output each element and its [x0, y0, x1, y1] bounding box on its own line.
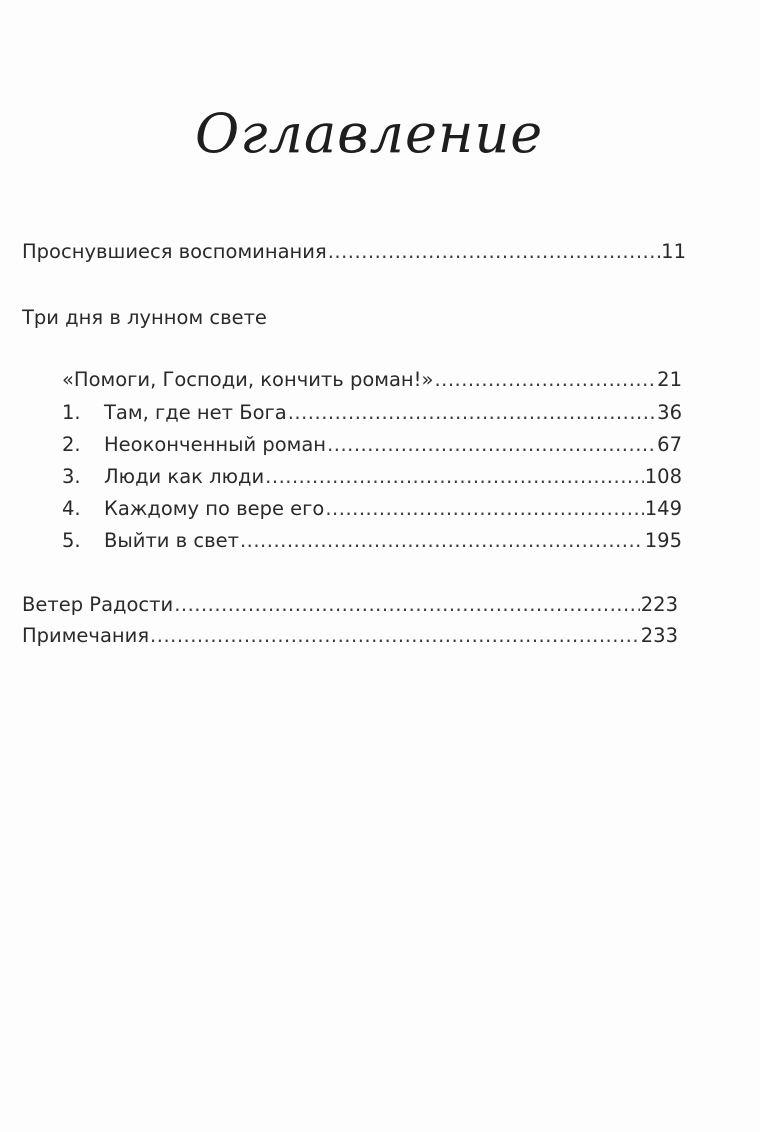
toc-entry[interactable]: [22, 592, 678, 618]
dot-leader: [327, 432, 656, 458]
chapter-number: 2.: [62, 433, 81, 456]
toc-entry[interactable]: [22, 239, 686, 265]
dot-leader: [325, 496, 643, 522]
dot-leader: [265, 464, 644, 490]
toc-entry[interactable]: [22, 623, 678, 649]
toc-entry[interactable]: [62, 528, 682, 554]
toc-entry-page: 233: [640, 624, 678, 647]
dot-leader: [434, 367, 656, 393]
toc-entry-label: Там, где нет Бога: [104, 401, 287, 424]
toc-entry-label: Каждому по вере его: [104, 497, 325, 520]
dot-leader: [240, 528, 644, 554]
toc-entry-page: 21: [657, 368, 682, 391]
dot-leader: [328, 239, 660, 265]
toc-entry-page: 223: [640, 593, 678, 616]
toc-entry[interactable]: [62, 367, 682, 393]
chapter-number: 3.: [62, 465, 81, 488]
section-heading: Три дня в лунном свете: [22, 306, 267, 329]
toc-entry[interactable]: [62, 400, 682, 426]
toc-entry[interactable]: [62, 496, 682, 522]
toc-entry-label: Выйти в свет: [104, 529, 239, 552]
toc-entry-label: Люди как люди: [104, 465, 265, 488]
toc-entry-page: 11: [661, 240, 686, 263]
toc-entry-label: Ветер Радости: [22, 593, 174, 616]
toc-entry-label: Проснувшиеся воспоминания: [22, 240, 327, 263]
toc-entry[interactable]: [62, 464, 682, 490]
toc-entry-label: Примечания: [22, 624, 150, 647]
page-title: Оглавление: [195, 102, 544, 165]
chapter-number: 4.: [62, 497, 81, 520]
toc-entry-page: 149: [644, 497, 682, 520]
toc-entry-page: 36: [657, 401, 682, 424]
chapter-number: 1.: [62, 401, 81, 424]
dot-leader: [288, 400, 656, 426]
toc-entry-page: 195: [644, 529, 682, 552]
toc-entry-label: Неоконченный роман: [104, 433, 327, 456]
chapter-number: 5.: [62, 529, 81, 552]
toc-entry-label: «Помоги, Господи, кончить роман!»: [62, 368, 434, 391]
toc-entry-page: 67: [657, 433, 682, 456]
dot-leader: [174, 592, 640, 618]
toc-entry[interactable]: [62, 432, 682, 458]
toc-entry-page: 108: [644, 465, 682, 488]
dot-leader: [150, 623, 640, 649]
